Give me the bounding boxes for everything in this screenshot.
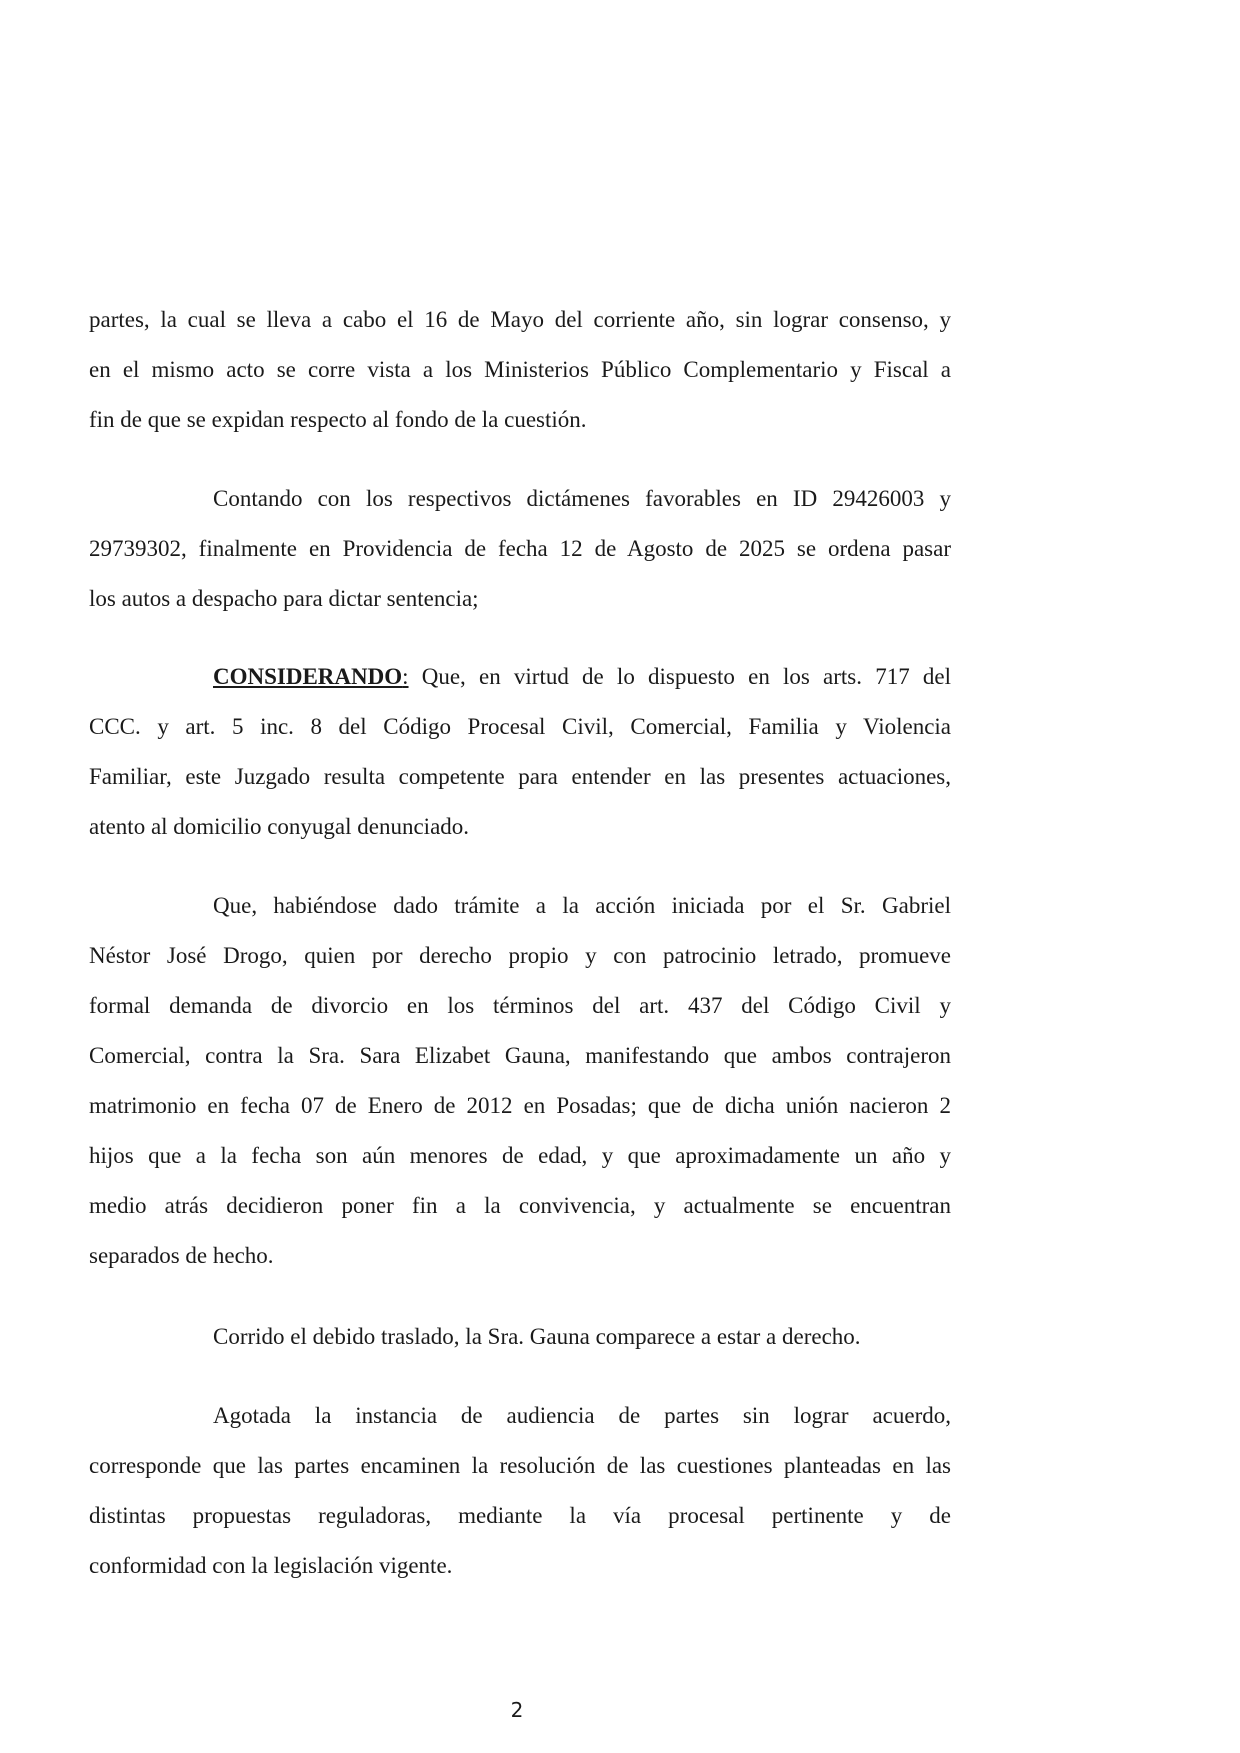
paragraph-line: Agotada la instancia de audiencia de partes sin lograr acuerdo, <box>213 1403 951 1428</box>
considerando-first-line <box>89 652 951 702</box>
paragraph-line: distintas propuestas reguladoras, mediante la vía procesal pertinente y de <box>89 1503 951 1528</box>
paragraph-4 <box>89 881 951 1281</box>
paragraph-line: Néstor José Drogo, quien por derecho propio y con patrocinio letrado, promueve <box>89 943 951 968</box>
paragraph-line: fin de que se expidan respecto al fondo de la cuestión. <box>89 407 587 432</box>
paragraph-line: hijos que a la fecha son aún menores de edad, y que aproximadamente un año y <box>89 1143 951 1168</box>
considerando-first-line-text: Que, en virtud de lo dispuesto en los arts. 717 del <box>408 664 951 689</box>
paragraph-line: en el mismo acto se corre vista a los Ministerios Público Complementario y Fiscal a <box>89 357 951 382</box>
paragraph-line: los autos a despacho para dictar sentencia; <box>89 586 479 611</box>
paragraph-line: corresponde que las partes encaminen la resolución de las cuestiones planteadas en las <box>89 1453 951 1478</box>
paragraph-1 <box>89 295 951 445</box>
paragraph-line: Comercial, contra la Sra. Sara Elizabet Gauna, manifestando que ambos contrajeron <box>89 1043 951 1068</box>
considerando-heading: CONSIDERANDO <box>213 664 403 689</box>
paragraph-line: atento al domicilio conyugal denunciado. <box>89 814 470 839</box>
paragraph-line: Contando con los respectivos dictámenes favorables en ID 29426003 y <box>213 486 951 511</box>
paragraph-2 <box>89 474 951 624</box>
considerando-colon: : <box>402 664 409 689</box>
paragraph-line: matrimonio en fecha 07 de Enero de 2012 en Posadas; que de dicha unión nacieron 2 <box>89 1093 951 1118</box>
paragraph-5 <box>89 1312 951 1362</box>
paragraph-6 <box>89 1391 951 1591</box>
paragraph-considerando <box>89 652 951 852</box>
paragraph-line: medio atrás decidieron poner fin a la convivencia, y actualmente se encuentran <box>89 1193 951 1218</box>
paragraph-line: partes, la cual se lleva a cabo el 16 de Mayo del corriente año, sin lograr consenso, y <box>89 307 951 332</box>
paragraph-line: separados de hecho. <box>89 1243 274 1268</box>
paragraph-line: Que, habiéndose dado trámite a la acción iniciada por el Sr. Gabriel <box>213 893 951 918</box>
paragraph-line: CCC. y art. 5 inc. 8 del Código Procesal Civil, Comercial, Familia y Violencia <box>89 714 951 739</box>
paragraph-line: Familiar, este Juzgado resulta competente para entender en las presentes actuaciones, <box>89 764 951 789</box>
paragraph-line: formal demanda de divorcio en los términos del art. 437 del Código Civil y <box>89 993 951 1018</box>
paragraph-line: 29739302, finalmente en Providencia de fecha 12 de Agosto de 2025 se ordena pasar <box>89 536 951 561</box>
paragraph-line: conformidad con la legislación vigente. <box>89 1553 453 1578</box>
paragraph-line: Corrido el debido traslado, la Sra. Gauna comparece a estar a derecho. <box>213 1324 861 1349</box>
page-number: 2 <box>510 1698 524 1722</box>
